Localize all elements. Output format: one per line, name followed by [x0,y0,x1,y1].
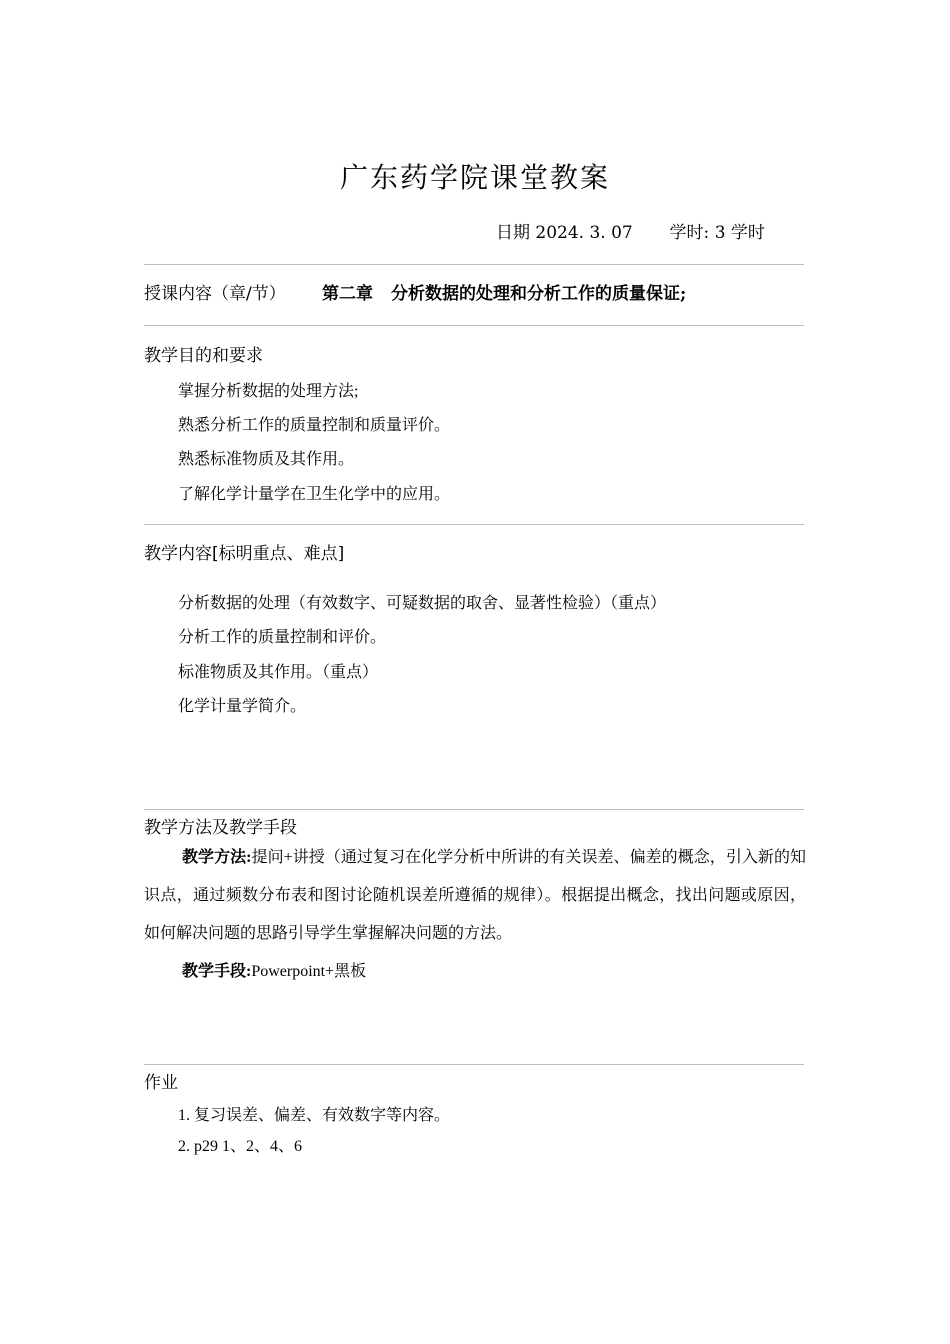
homework-item: 2. p29 1、2、4、6 [178,1138,303,1155]
objective-item: 掌握分析数据的处理方法; [178,383,359,400]
means-title: 教学手段: [182,963,252,980]
date-hours-line [496,218,765,243]
hours-value: 3 学时 [714,223,765,243]
date-value: 2024. 3. 07 [535,223,633,243]
objective-item: 熟悉标准物质及其作用。 [178,451,355,468]
divider [144,264,804,265]
chapter-heading [322,279,686,304]
objective-item: 熟悉分析工作的质量控制和质量评价。 [178,417,451,434]
content-item: 分析工作的质量控制和评价。 [178,629,387,646]
methods-label: 教学方法及教学手段 [144,818,297,838]
objective-item: 了解化学计量学在卫生化学中的应用。 [178,486,451,503]
content-item: 分析数据的处理（有效数字、可疑数据的取舍、显著性检验）（重点） [178,595,667,612]
method-title: 教学方法: [182,849,252,866]
content-item: 标准物质及其作用。（重点） [178,664,379,681]
objectives-label: 教学目的和要求 [144,346,263,366]
teaching-method-paragraph [144,839,806,953]
chapter-title: 分析数据的处理和分析工作的质量保证; [391,284,687,304]
page-title: 广东药学院课堂教案 [339,161,610,194]
chapter-number: 第二章 [322,284,373,304]
means-text: Powerpoint+黑板 [251,963,367,980]
homework-item: 1. 复习误差、偏差、有效数字等内容。 [178,1107,451,1124]
divider [144,325,804,326]
divider [144,524,804,525]
divider [144,809,804,810]
teaching-content-label: 教学内容[标明重点、难点] [144,544,345,564]
divider [144,1064,804,1065]
content-item: 化学计量学简介。 [178,698,307,715]
hours-label: 学时: [669,223,710,243]
teaching-means-line [182,958,366,981]
method-text: 提问+讲授（通过复习在化学分析中所讲的有关误差、偏差的概念，引入新的知识点，通过频数分布表和图讨论随机误差所遵循的规律）。根据提出概念，找出问题或原因，如何解决问题的思路引导学生掌握解决问题的方法。 [144,849,806,942]
date-label: 日期 [496,223,530,243]
course-content-label: 授课内容（章/节） [144,284,286,304]
homework-label: 作业 [144,1073,178,1093]
